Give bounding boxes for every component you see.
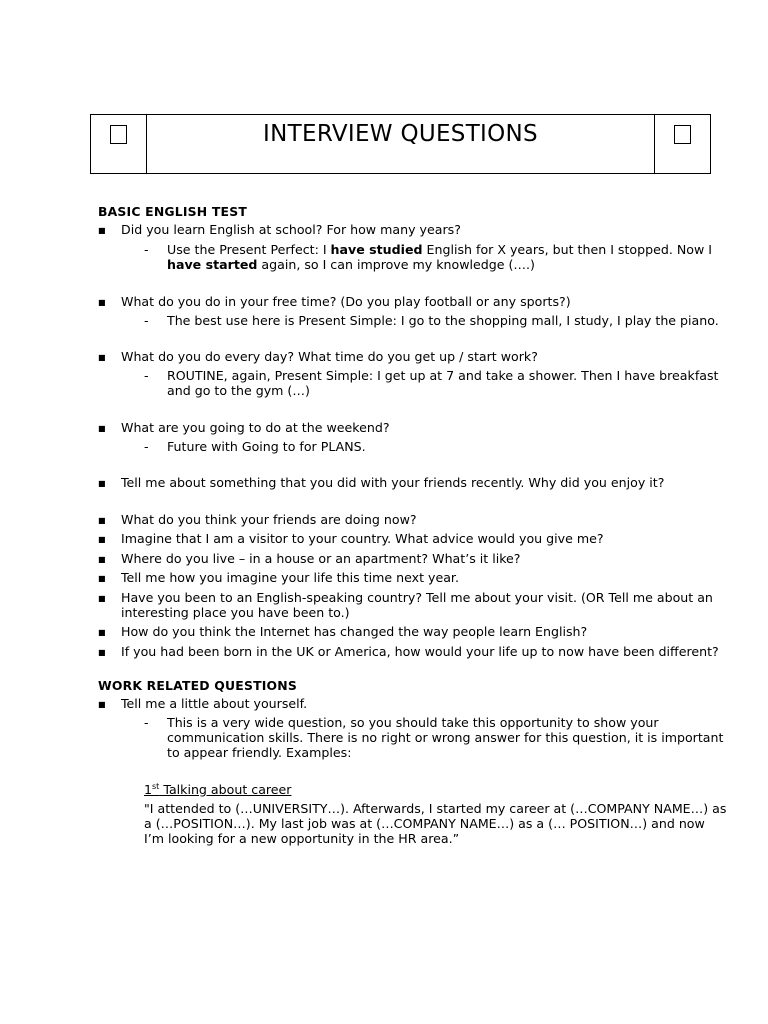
sub-item <box>121 242 728 272</box>
sub-item: - Future with Going to for PLANS. <box>121 439 728 454</box>
example-text: "I attended to (…UNIVERSITY…). Afterwards, I started my career at (…COMPANY NAME…) as a (…POSITION…). My last job was at (…COMPANY NAME…) as a (… POSITION…) and now I’m looking for a new opportunity in the HR area.” <box>144 800 727 846</box>
spacer <box>98 332 728 349</box>
question-text: Did you learn English at school? For how many years? <box>121 222 461 237</box>
question-text: What are you going to do at the weekend? <box>121 419 390 435</box>
list-item <box>98 222 728 272</box>
question-text: Tell me about something that you did with your friends recently. Why did you enjoy it? <box>121 475 665 490</box>
checkbox-icon <box>110 125 127 144</box>
section-title-work: WORK RELATED QUESTIONS <box>98 678 297 693</box>
example-number: 1 <box>144 781 153 797</box>
sub-text: Use the Present Perfect: I <box>167 242 331 257</box>
list-item: ■ How do you think the Internet has changed the way people learn English? <box>98 624 728 639</box>
list-item <box>98 475 728 490</box>
example-title-text: Talking about career <box>159 781 292 797</box>
sub-text: again, so I can improve my knowledge (….) <box>257 257 535 272</box>
example-superscript: st <box>152 781 160 791</box>
page-title: INTERVIEW QUESTIONS <box>263 121 538 147</box>
list-item: ■ If you had been born in the UK or America, how would your life up to now have been different? <box>98 644 728 659</box>
sub-item: - This is a very wide question, so you should take this opportunity to show your communication skills. There is no right or wrong answer for this question, it is important to appear friendly. Examples: <box>121 715 728 760</box>
checkbox-icon <box>674 125 691 144</box>
section-title-basic: BASIC ENGLISH TEST <box>98 204 247 219</box>
sub-item: - The best use here is Present Simple: I go to the shopping mall, I study, I play the piano. <box>121 313 728 328</box>
spacer <box>98 765 728 782</box>
spacer <box>98 663 728 678</box>
list-item <box>98 420 728 454</box>
list-item: ■ What do you think your friends are doing now? <box>98 512 728 527</box>
header-right-cell <box>654 115 710 173</box>
question-text: What do you do in your free time? (Do you play football or any sports?) <box>121 293 571 309</box>
spacer <box>98 495 728 512</box>
bold-text: have started <box>167 257 258 272</box>
list-item: ■ Have you been to an English-speaking country? Tell me about your visit. (OR Tell me about an interesting place you have been to.) <box>98 590 728 620</box>
list-item <box>98 696 728 760</box>
spacer <box>98 277 728 294</box>
document-body <box>98 204 728 846</box>
list-item: ■ Imagine that I am a visitor to your country. What advice would you give me? <box>98 531 728 546</box>
list-item: ■ Tell me how you imagine your life this time next year. <box>98 570 728 585</box>
question-text: Tell me a little about yourself. <box>121 696 308 711</box>
spacer <box>98 458 728 475</box>
list-item: ■ Where do you live – in a house or an apartment? What’s it like? <box>98 551 728 566</box>
list-item <box>98 349 728 398</box>
header-left-cell <box>91 115 147 173</box>
list-item <box>98 294 728 328</box>
bold-text: have studied <box>330 242 423 257</box>
example-block <box>98 782 728 846</box>
header-box <box>90 114 711 174</box>
question-text: What do you do every day? What time do you get up / start work? <box>121 349 538 364</box>
example-title <box>144 782 728 797</box>
sub-text: English for X years, but then I stopped. Now I <box>422 242 712 257</box>
spacer <box>98 403 728 420</box>
sub-item: - ROUTINE, again, Present Simple: I get up at 7 and take a shower. Then I have breakfast and go to the gym (…) <box>121 368 728 398</box>
